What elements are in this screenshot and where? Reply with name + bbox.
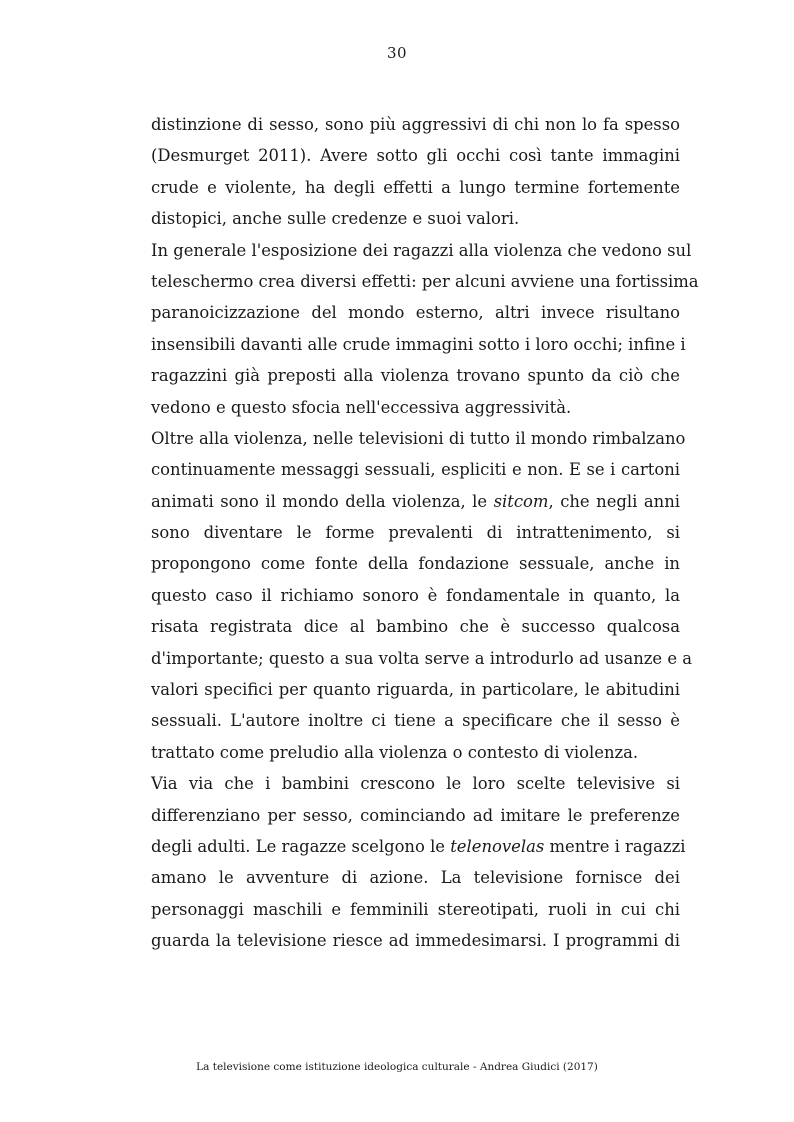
text-line: animati sono il mondo della violenza, le sitcom, che negli anni xyxy=(151,491,681,511)
text-line: paranoicizzazione del mondo esterno, altri invece risultano xyxy=(151,303,680,323)
text-line: d'importante; questo a sua volta serve a introdurlo ad usanze e a xyxy=(151,648,692,668)
text-line: amano le avventure di azione. La televisione fornisce dei xyxy=(151,868,680,888)
text-line: distopici, anche sulle credenze e suoi valori. xyxy=(151,209,520,229)
text-line: In generale l'esposizione dei ragazzi alla violenza che vedono sul xyxy=(151,240,692,260)
text-line: (Desmurget 2011). Avere sotto gli occhi così tante immagini xyxy=(151,146,680,166)
text-line: degli adulti. Le ragazze scelgono le telenovelas mentre i ragazzi xyxy=(151,836,686,856)
text-line: sono diventare le forme prevalenti di intrattenimento, si xyxy=(151,523,680,543)
text-line: sessuali. L'autore inoltre ci tiene a specificare che il sesso è xyxy=(151,711,680,731)
text-line: Via via che i bambini crescono le loro scelte televisive si xyxy=(151,774,680,794)
text-line: valori specifici per quanto riguarda, in particolare, le abitudini xyxy=(151,680,680,700)
text-line: differenziano per sesso, cominciando ad imitare le preferenze xyxy=(151,805,680,825)
paragraph xyxy=(151,109,680,235)
text-line: personaggi maschili e femminili stereotipati, ruoli in cui chi xyxy=(151,899,680,919)
text-line: guarda la televisione riesce ad immedesimarsi. I programmi di xyxy=(151,931,680,951)
italic-term: sitcom xyxy=(493,491,549,511)
paragraph xyxy=(151,423,692,768)
text-line: crude e violente, ha degli effetti a lungo termine fortemente xyxy=(151,177,680,197)
text-line: risata registrata dice al bambino che è successo qualcosa xyxy=(151,617,680,637)
paragraph xyxy=(151,235,699,423)
body-text xyxy=(151,109,699,957)
text-line: ragazzini già preposti alla violenza trovano spunto da ciò che xyxy=(151,366,680,386)
italic-term: telenovelas xyxy=(450,836,545,856)
text-line: trattato come preludio alla violenza o contesto di violenza. xyxy=(151,742,639,762)
text-line: Oltre alla violenza, nelle televisioni di tutto il mondo rimbalzano xyxy=(151,428,686,448)
text-line: continuamente messaggi sessuali, espliciti e non. E se i cartoni xyxy=(151,460,680,480)
page-footer: La televisione come istituzione ideologica culturale - Andrea Giudici (2017) xyxy=(196,1061,598,1073)
text-line: distinzione di sesso, sono più aggressivi di chi non lo fa spesso xyxy=(151,115,680,134)
text-line: teleschermo crea diversi effetti: per alcuni avviene una fortissima xyxy=(151,271,699,291)
page-number: 30 xyxy=(386,44,408,62)
text-line: questo caso il richiamo sonoro è fondamentale in quanto, la xyxy=(151,585,680,605)
text-line: insensibili davanti alle crude immagini sotto i loro occhi; infine i xyxy=(151,334,686,354)
text-line: propongono come fonte della fondazione sessuale, anche in xyxy=(151,554,680,574)
text-line: vedono e questo sfocia nell'eccessiva aggressività. xyxy=(151,397,572,417)
paragraph xyxy=(151,768,686,956)
